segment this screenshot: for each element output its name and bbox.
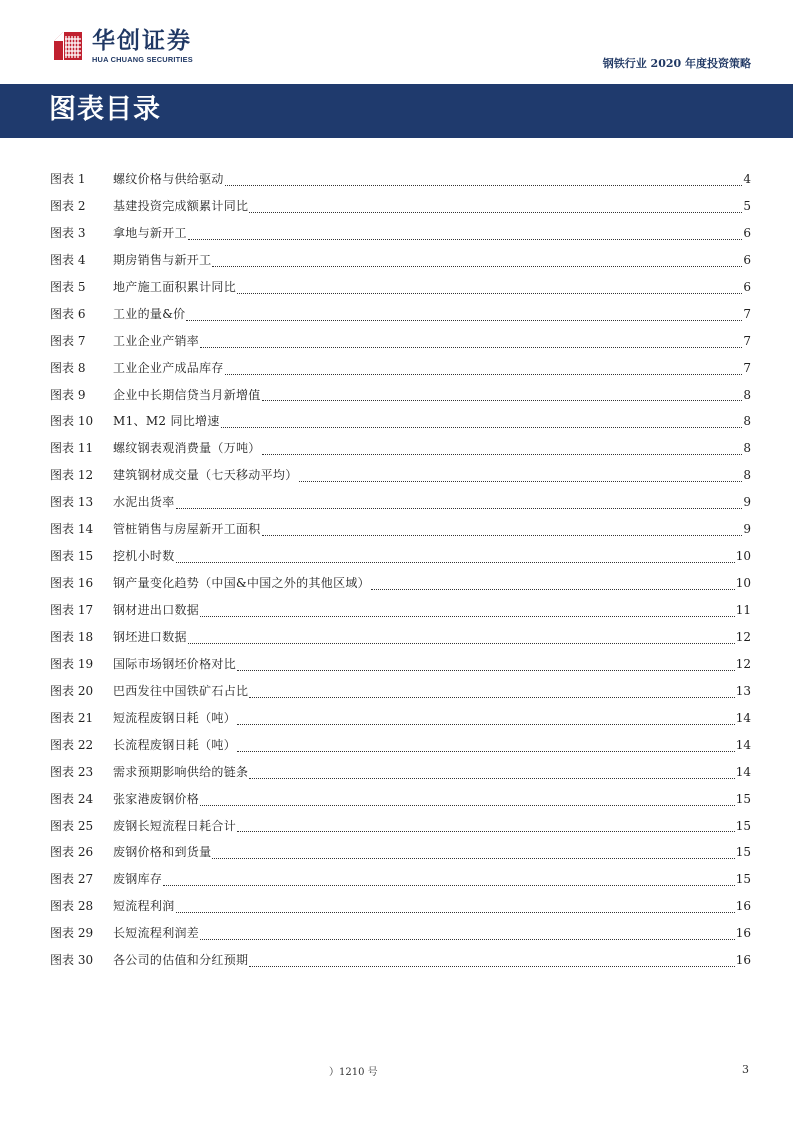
toc-dot-leader (299, 481, 743, 482)
toc-dot-leader (200, 347, 742, 348)
toc-page-number: 8 (743, 441, 751, 456)
toc-dot-leader (237, 293, 742, 294)
toc-dot-leader (212, 266, 742, 267)
toc-figure-label: 图表 23 (50, 764, 94, 779)
toc-row[interactable] (50, 570, 751, 597)
toc-page-number: 7 (743, 333, 751, 348)
toc-dot-leader (237, 724, 735, 725)
toc-dot-leader (262, 400, 743, 401)
toc-row[interactable] (50, 355, 751, 382)
toc-dot-leader (249, 212, 742, 213)
toc-row[interactable] (50, 274, 751, 301)
toc-page-number: 15 (735, 791, 751, 806)
toc-row[interactable] (50, 301, 751, 328)
toc-figure-title: 国际市场钢坯价格对比 (113, 656, 237, 671)
toc-page-number: 15 (735, 872, 751, 887)
toc-figure-title: 拿地与新开工 (113, 225, 187, 240)
report-title: 钢铁行业 2020 年度投资策略 (602, 57, 751, 70)
toc-figure-label: 图表 20 (50, 683, 94, 698)
toc-row[interactable] (50, 462, 751, 489)
toc-figure-title: 长短流程利润差 (113, 926, 200, 941)
toc-row[interactable] (50, 247, 751, 274)
toc-figure-label: 图表 29 (50, 926, 94, 941)
toc-figure-title: M1、M2 同比增速 (113, 414, 220, 429)
toc-dot-leader (200, 616, 735, 617)
toc-figure-title: 钢坯进口数据 (113, 629, 187, 644)
toc-row[interactable] (50, 516, 751, 543)
toc-page-number: 6 (743, 279, 751, 294)
toc-figure-title: 工业企业产成品库存 (113, 360, 224, 375)
toc-figure-title: 长流程废钢日耗（吨） (113, 737, 237, 752)
toc-figure-title: 各公司的估值和分红预期 (113, 953, 249, 968)
page-header (0, 0, 793, 80)
brand-name-en: HUA CHUANG SECURITIES (92, 55, 193, 64)
toc-dot-leader (249, 966, 734, 967)
toc-figure-label: 图表 8 (50, 360, 86, 375)
toc-figure-label: 图表 15 (50, 549, 94, 564)
toc-figure-title: 水泥出货率 (113, 495, 175, 510)
toc-row[interactable] (50, 543, 751, 570)
toc-dot-leader (176, 508, 743, 509)
toc-page-number: 12 (735, 656, 751, 671)
toc-row[interactable] (50, 705, 751, 732)
toc-page-number: 8 (743, 387, 751, 402)
section-banner (0, 82, 793, 138)
toc-dot-leader (176, 562, 735, 563)
toc-figure-title: 需求预期影响供给的链条 (113, 764, 249, 779)
toc-row[interactable] (50, 624, 751, 651)
toc-dot-leader (176, 912, 735, 913)
toc-figure-label: 图表 16 (50, 576, 94, 591)
toc-figure-title: 管桩销售与房屋新开工面积 (113, 522, 261, 537)
toc-figure-label: 图表 5 (50, 279, 86, 294)
toc-dot-leader (221, 427, 743, 428)
toc-figure-label: 图表 10 (50, 414, 94, 429)
toc-figure-title: 螺纹钢表观消费量（万吨） (113, 441, 261, 456)
toc-page-number: 6 (743, 252, 751, 267)
toc-dot-leader (371, 589, 735, 590)
toc-row[interactable] (50, 732, 751, 759)
toc-dot-leader (249, 778, 734, 779)
toc-row[interactable] (50, 866, 751, 893)
toc-figure-title: 企业中长期信贷当月新增值 (113, 387, 261, 402)
toc-figure-title: 张家港废钢价格 (113, 791, 200, 806)
toc-row[interactable] (50, 893, 751, 920)
toc-page-number: 14 (735, 764, 751, 779)
toc-row[interactable] (50, 786, 751, 813)
toc-dot-leader (212, 858, 734, 859)
toc-dot-leader (262, 535, 743, 536)
toc-page-number: 5 (743, 198, 751, 213)
toc-figure-title: 短流程废钢日耗（吨） (113, 710, 237, 725)
toc-row[interactable] (50, 382, 751, 409)
toc-page-number: 9 (743, 495, 751, 510)
toc-row[interactable] (50, 839, 751, 866)
toc-row[interactable] (50, 220, 751, 247)
toc-figure-label: 图表 27 (50, 872, 94, 887)
toc-figure-title: 工业的量&价 (113, 306, 186, 321)
brand-name-cn: 华创证券 (92, 28, 192, 54)
toc-row[interactable] (50, 435, 751, 462)
toc-page-number: 8 (743, 414, 751, 429)
toc-page-number: 4 (743, 172, 751, 186)
toc-figure-title: 挖机小时数 (113, 549, 175, 564)
toc-figure-label: 图表 19 (50, 656, 94, 671)
toc-figure-label: 图表 11 (50, 441, 94, 456)
toc-figure-label: 图表 6 (50, 306, 86, 321)
toc-figure-title: 钢产量变化趋势（中国&中国之外的其他区域） (113, 576, 370, 591)
toc-row[interactable] (50, 408, 751, 435)
toc-page-number: 8 (743, 468, 751, 483)
toc-row[interactable] (50, 920, 751, 947)
toc-dot-leader (249, 697, 734, 698)
toc-row[interactable] (50, 328, 751, 355)
toc-page-number: 14 (735, 737, 751, 752)
toc-page-number: 13 (735, 683, 751, 698)
figure-toc-list (50, 166, 751, 974)
toc-row[interactable] (50, 651, 751, 678)
toc-dot-leader (237, 751, 735, 752)
toc-figure-label: 图表 17 (50, 603, 94, 617)
toc-figure-label: 图表 13 (50, 495, 94, 510)
toc-figure-label: 图表 12 (50, 468, 94, 483)
toc-row[interactable] (50, 597, 751, 624)
toc-dot-leader (225, 374, 743, 375)
toc-dot-leader (188, 239, 743, 240)
toc-page-number: 12 (735, 629, 751, 644)
toc-page-number: 6 (743, 225, 751, 240)
section-title: 图表目录 (49, 94, 161, 125)
toc-figure-label: 图表 26 (50, 845, 94, 860)
toc-figure-title: 废钢库存 (113, 872, 163, 887)
toc-figure-label: 图表 1 (50, 172, 86, 186)
toc-dot-leader (200, 805, 735, 806)
toc-figure-title: 地产施工面积累计同比 (113, 279, 237, 294)
toc-dot-leader (200, 939, 735, 940)
toc-dot-leader (163, 885, 735, 886)
toc-row[interactable] (50, 813, 751, 840)
toc-row[interactable] (50, 166, 751, 193)
toc-figure-label: 图表 22 (50, 737, 94, 752)
toc-row[interactable] (50, 193, 751, 220)
toc-figure-label: 图表 9 (50, 387, 86, 402)
toc-row[interactable] (50, 947, 751, 974)
toc-page-number: 14 (735, 710, 751, 725)
toc-page-number: 15 (735, 818, 751, 833)
toc-figure-label: 图表 24 (50, 791, 94, 806)
toc-figure-label: 图表 3 (50, 225, 86, 240)
toc-figure-label: 图表 4 (50, 252, 86, 267)
toc-row[interactable] (50, 678, 751, 705)
toc-page-number: 9 (743, 522, 751, 537)
toc-page-number: 16 (735, 899, 751, 914)
toc-dot-leader (237, 831, 735, 832)
toc-page-number: 7 (743, 306, 751, 321)
toc-figure-label: 图表 18 (50, 629, 94, 644)
toc-page-number: 16 (735, 926, 751, 941)
toc-figure-label: 图表 7 (50, 333, 86, 348)
toc-page-number: 16 (735, 953, 751, 968)
toc-page-number: 11 (735, 603, 751, 617)
toc-dot-leader (188, 643, 735, 644)
toc-page-number: 10 (735, 576, 751, 591)
toc-figure-title: 短流程利润 (113, 899, 175, 914)
toc-row[interactable] (50, 759, 751, 786)
toc-figure-label: 图表 2 (50, 198, 86, 213)
toc-dot-leader (237, 670, 735, 671)
footer-page-number: 3 (742, 1063, 749, 1076)
toc-figure-title: 期房销售与新开工 (113, 252, 212, 267)
toc-figure-label: 图表 30 (50, 953, 94, 968)
toc-page-number: 7 (743, 360, 751, 375)
toc-figure-title: 废钢价格和到货量 (113, 845, 212, 860)
toc-figure-label: 图表 25 (50, 818, 94, 833)
toc-figure-title: 废钢长短流程日耗合计 (113, 818, 237, 833)
toc-figure-title: 螺纹价格与供给驱动 (113, 172, 224, 186)
hua-chuang-logo-icon (50, 28, 86, 64)
toc-figure-label: 图表 21 (50, 710, 94, 725)
footer-doc-number: ）1210 号 (329, 1067, 378, 1078)
toc-figure-title: 建筑钢材成交量（七天移动平均） (113, 468, 298, 483)
toc-row[interactable] (50, 489, 751, 516)
toc-dot-leader (225, 185, 743, 186)
toc-figure-title: 巴西发往中国铁矿石占比 (113, 683, 249, 698)
toc-figure-label: 图表 28 (50, 899, 94, 914)
toc-dot-leader (262, 454, 743, 455)
toc-page-number: 15 (735, 845, 751, 860)
toc-figure-label: 图表 14 (50, 522, 94, 537)
toc-figure-title: 钢材进出口数据 (113, 603, 200, 617)
toc-page-number: 10 (735, 549, 751, 564)
toc-figure-title: 基建投资完成额累计同比 (113, 198, 249, 213)
toc-dot-leader (186, 320, 742, 321)
toc-figure-title: 工业企业产销率 (113, 333, 200, 348)
